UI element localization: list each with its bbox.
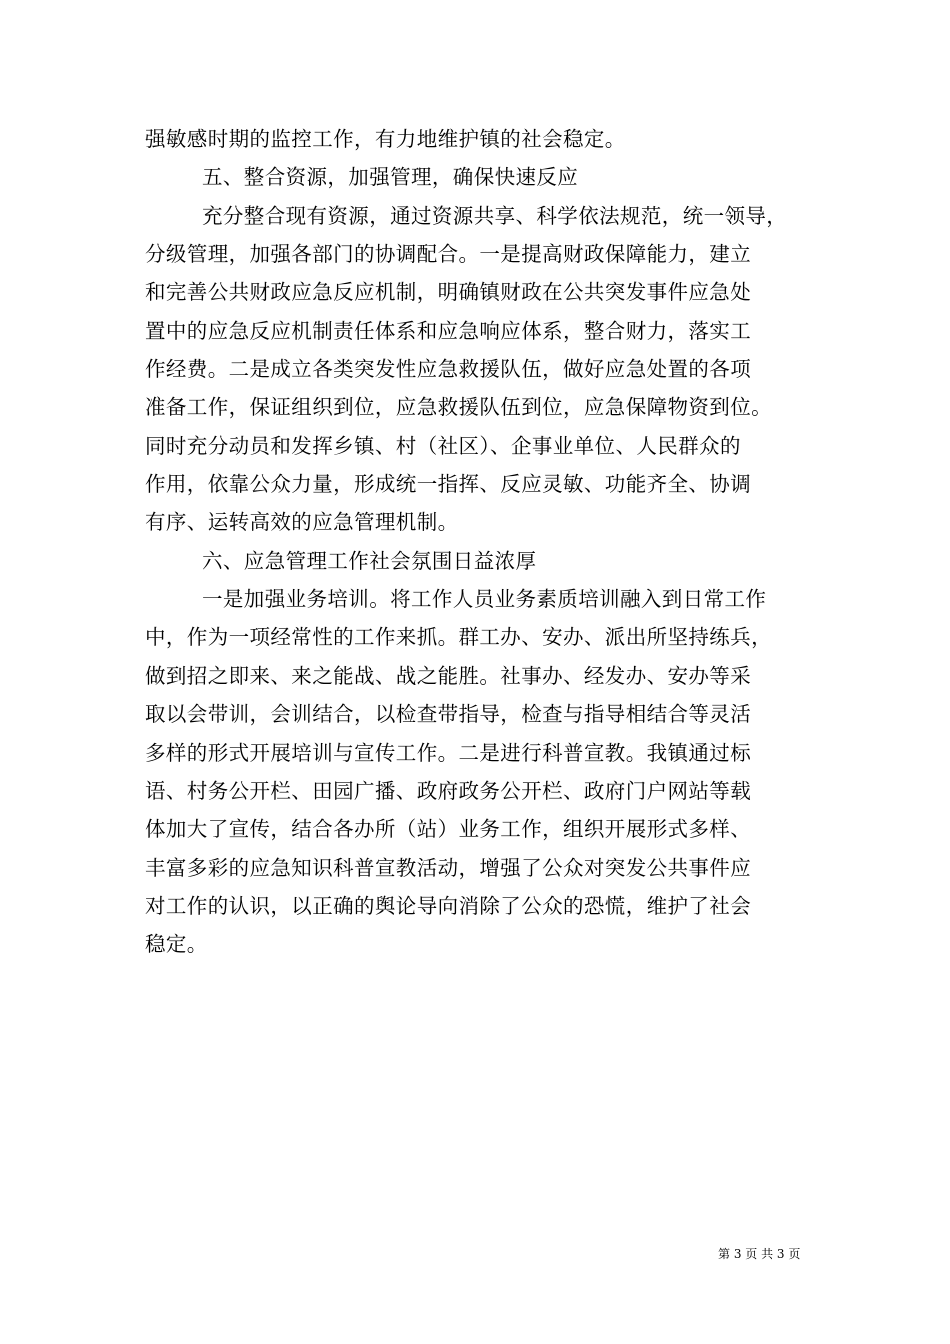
- text-line: 充分整合现有资源，通过资源共享、科学依法规范，统一领导，: [202, 203, 788, 228]
- text-line: 作用，依靠公众力量，形成统一指挥、反应灵敏、功能齐全、协调: [145, 472, 752, 497]
- text-line: 同时充分动员和发挥乡镇、村（社区）、企事业单位、人民群众的: [145, 433, 741, 458]
- text-line: 一是加强业务培训。将工作人员业务素质培训融入到日常工作: [202, 587, 767, 612]
- text-line: 作经费。二是成立各类突发性应急救援队伍，做好应急处置的各项: [145, 357, 752, 382]
- page-number-footer: 第 3 页 共 3 页: [718, 1247, 801, 1261]
- text-line: 准备工作，保证组织到位，应急救援队伍到位，应急保障物资到位。: [145, 395, 772, 420]
- section-heading-5: 五、整合资源，加强管理，确保快速反应: [202, 165, 579, 190]
- text-line: 对工作的认识，以正确的舆论导向消除了公众的恐慌，维护了社会: [145, 893, 752, 918]
- text-line: 置中的应急反应机制责任体系和应急响应体系，整合财力，落实工: [145, 318, 752, 343]
- text-line: 和完善公共财政应急反应机制，明确镇财政在公共突发事件应急处: [145, 280, 752, 305]
- text-line: 中，作为一项经常性的工作来抓。群工办、安办、派出所坚持练兵，: [145, 625, 772, 650]
- text-line: 做到招之即来、来之能战、战之能胜。社事办、经发办、安办等采: [145, 663, 752, 688]
- text-line: 体加大了宣传，结合各办所（站）业务工作，组织开展形式多样、: [145, 817, 752, 842]
- text-line: 丰富多彩的应急知识科普宣教活动，增强了公众对突发公共事件应: [145, 855, 752, 880]
- section-heading-6: 六、应急管理工作社会氛围日益浓厚: [202, 548, 537, 573]
- text-line: 强敏感时期的监控工作，有力地维护镇的社会稳定。: [145, 127, 626, 151]
- text-line: 稳定。: [145, 932, 208, 957]
- text-line: 语、村务公开栏、田园广播、政府政务公开栏、政府门户网站等载: [145, 778, 752, 803]
- document-body: [145, 120, 825, 964]
- text-line: 有序、运转高效的应急管理机制。: [145, 510, 459, 535]
- text-line: 取以会带训，会训结合，以检查带指导，检查与指导相结合等灵活: [145, 702, 752, 727]
- text-line: 多样的形式开展培训与宣传工作。二是进行科普宣教。我镇通过标: [145, 740, 752, 765]
- text-line: 分级管理，加强各部门的协调配合。一是提高财政保障能力，建立: [145, 242, 752, 267]
